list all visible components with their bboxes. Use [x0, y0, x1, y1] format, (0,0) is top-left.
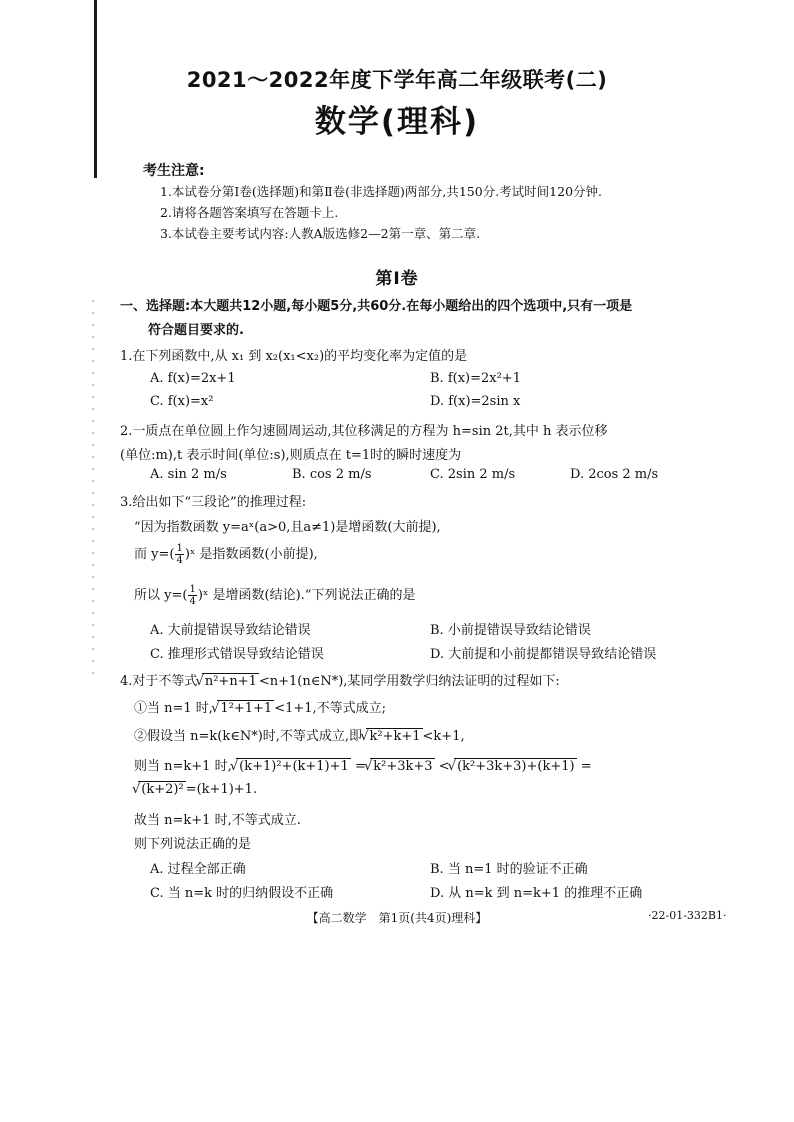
frac-numerator: 1: [189, 584, 196, 595]
q3-minor-pre: 而 y=(: [134, 547, 175, 562]
notice-item-3: 3.本试卷主要考试内容:人教A版选修2—2第一章、第二章.: [160, 226, 481, 241]
q2-option-c: C. 2sin 2 m/s: [430, 467, 516, 482]
q4-stem-pre: 4.对于不等式: [120, 674, 198, 689]
q4-step-3: [134, 755, 592, 774]
q2-option-d: D. 2cos 2 m/s: [570, 467, 659, 482]
q4-s3-lt: <: [438, 759, 450, 774]
q3-option-a: A. 大前提错误导致结论错误: [150, 623, 311, 638]
q4-stem-post: <n+1(n∈N*),某同学用数学归纳法证明的过程如下:: [258, 674, 560, 689]
q1-option-b: B. f(x)=2x²+1: [430, 371, 521, 386]
notice-heading: 考生注意:: [143, 163, 205, 179]
q3-minor-premise: [134, 543, 318, 566]
q4-step-4: [138, 782, 257, 797]
q2-stem: 2.一质点在单位圆上作匀速圆周运动,其位移满足的方程为 h=sin 2t,其中 h 表示位移: [120, 424, 608, 439]
q3-concl-post: )ˣ 是增函数(结论).”下列说法正确的是: [197, 588, 416, 603]
q3-minor-post: )ˣ 是指数函数(小前提),: [184, 547, 318, 562]
q3-option-c: C. 推理形式错误导致结论错误: [150, 647, 324, 662]
q3-conclusion: [134, 584, 415, 607]
q4-option-d: D. 从 n=k 到 n=k+1 的推理不正确: [430, 886, 643, 901]
q3-option-d: D. 大前提和小前提都错误导致结论错误: [430, 647, 657, 662]
q4-step-5: 故当 n=k+1 时,不等式成立.: [134, 813, 301, 828]
notice-item-2: 2.请将各题答案填写在答题卡上.: [160, 205, 339, 220]
notice-item-1: 1.本试卷分第Ⅰ卷(选择题)和第Ⅱ卷(非选择题)两部分,共150分.考试时间120分钟.: [160, 184, 603, 199]
q4-s1-pre: ①当 n=1 时,: [134, 701, 213, 716]
q4-step-2: [134, 725, 465, 744]
q3-concl-pre: 所以 y=(: [134, 588, 188, 603]
q4-s3-radical-2: √ k²+3k+3: [370, 758, 435, 774]
q1-option-d: D. f(x)=2sin x: [430, 394, 521, 409]
q4-option-c: C. 当 n=k 时的归纳假设不正确: [150, 886, 334, 901]
q4-s3-eq: =: [354, 759, 366, 774]
q4-s4-radical: √ (k+2)²: [138, 781, 186, 797]
q3-stem: 3.给出如下“三段论”的推理过程:: [120, 495, 307, 510]
paper-code: ·22-01-332B1·: [648, 909, 727, 922]
frac-denominator: 4: [176, 555, 183, 566]
q2-stem-cont: (单位:m),t 表示时间(单位:s),则质点在 t=1时的瞬时速度为: [120, 448, 462, 463]
q3-fraction: [175, 543, 183, 566]
q2-option-a: A. sin 2 m/s: [150, 467, 227, 482]
subject-title: 数学(理科): [314, 104, 480, 140]
section-title: 第Ⅰ卷: [375, 269, 419, 289]
q3-fraction-2: [188, 584, 196, 607]
q4-stem: [120, 670, 560, 689]
q4-s2-post: <k+1,: [422, 729, 465, 744]
exam-title: 2021～2022年度下学年高二年级联考(二): [186, 68, 608, 92]
q4-s1-radical: √ 1²+1+1: [217, 700, 274, 716]
section-instruction-cont: 符合题目要求的.: [148, 323, 244, 338]
q2-option-b: B. cos 2 m/s: [292, 467, 372, 482]
q4-s4-post: =(k+1)+1.: [185, 782, 258, 797]
q4-s3-radical-3: √ (k²+3k+3)+(k+1): [454, 758, 577, 774]
q4-step-6: 则下列说法正确的是: [134, 837, 252, 852]
q4-s3-pre: 则当 n=k+1 时,: [134, 759, 232, 774]
q4-s3-radical-1: √ (k+1)²+(k+1)+1: [236, 758, 351, 774]
q1-option-c: C. f(x)=x²: [150, 394, 214, 409]
q4-s2-pre: ②假设当 n=k(k∈N*)时,不等式成立,即: [134, 729, 363, 744]
q1-option-a: A. f(x)=2x+1: [150, 371, 236, 386]
q3-major-premise: “因为指数函数 y=aˣ(a>0,且a≠1)是增函数(大前提),: [134, 520, 441, 535]
q4-option-b: B. 当 n=1 时的验证不正确: [430, 862, 588, 877]
q4-s1-post: <1+1,不等式成立;: [274, 701, 387, 716]
frac-denominator: 4: [189, 596, 196, 607]
frac-numerator: 1: [176, 543, 183, 554]
q4-s3-eq-end: =: [580, 759, 592, 774]
q4-option-a: A. 过程全部正确: [150, 862, 246, 877]
q4-stem-radical: √ n²+n+1: [202, 673, 259, 689]
q4-s2-radical: √ k²+k+1: [366, 728, 422, 744]
q4-step-1: [134, 697, 386, 716]
page-footer: 【高二数学 第1页(共4页)理科】: [306, 911, 488, 925]
margin-binding-dots: [92, 300, 94, 680]
section-instruction: 一、选择题:本大题共12小题,每小题5分,共60分.在每小题给出的四个选项中,只有一项是: [120, 299, 633, 314]
q1-stem: 1.在下列函数中,从 x₁ 到 x₂(x₁<x₂)的平均变化率为定值的是: [120, 349, 468, 364]
q3-option-b: B. 小前提错误导致结论错误: [430, 623, 591, 638]
